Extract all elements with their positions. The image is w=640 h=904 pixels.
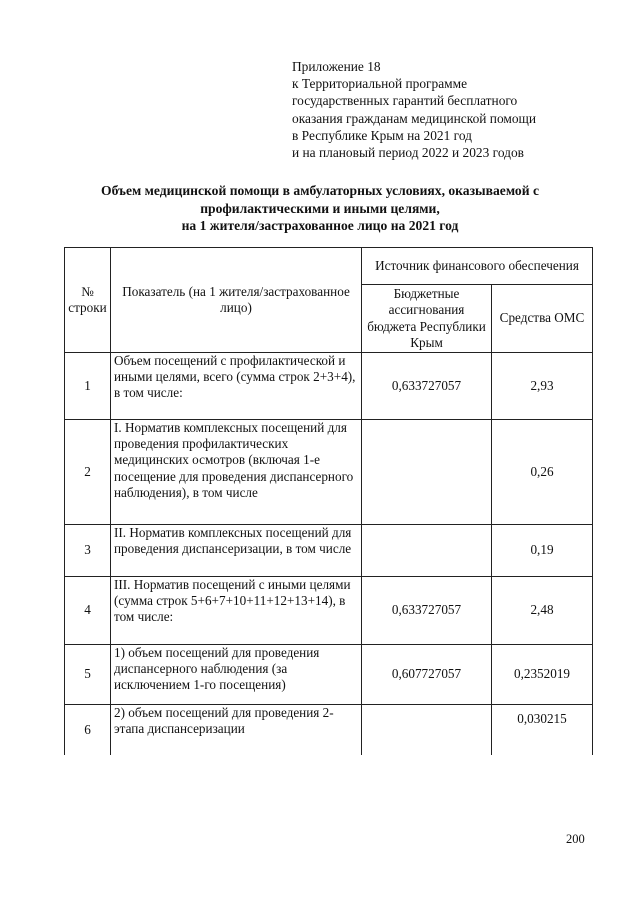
table-row (65, 577, 593, 645)
header-funding-source: Источник финансового обеспечения (362, 248, 593, 285)
table-row (65, 353, 593, 420)
row-indicator: 2) объем посещений для проведения 2-этапа диспансеризации (111, 705, 362, 755)
row-oms-value: 0,030215 (492, 705, 593, 755)
row-budget-value: 0,633727057 (362, 353, 492, 420)
title-line: на 1 жителя/застрахованное лицо на 2021 год (181, 218, 459, 233)
annex-line: к Территориальной программе (292, 76, 468, 92)
row-oms-value: 2,93 (492, 353, 593, 420)
row-indicator: II. Норматив комплексных посещений для проведения диспансеризации, в том числе (111, 525, 362, 577)
row-oms-value: 0,26 (492, 420, 593, 525)
row-oms-value: 2,48 (492, 577, 593, 645)
table-row (65, 705, 593, 755)
row-indicator: Объем посещений с профилактической и иными целями, всего (сумма строк 2+3+4), в том числе: (111, 353, 362, 420)
row-budget-value: 0,633727057 (362, 577, 492, 645)
title-line: Объем медицинской помощи в амбулаторных условиях, оказываемой с (101, 183, 539, 198)
annex-line: Приложение 18 (292, 59, 381, 74)
header-oms: Средства ОМС (492, 285, 593, 353)
header-indicator: Показатель (на 1 жителя/застрахованное лицо) (111, 248, 362, 353)
row-indicator: III. Норматив посещений с иными целями (сумма строк 5+6+7+10+11+12+13+14), в том числе: (111, 577, 362, 645)
row-oms-value: 0,2352019 (492, 645, 593, 705)
row-budget-value (362, 420, 492, 525)
header-row-no: № строки (65, 248, 111, 353)
volume-table (64, 247, 593, 755)
row-number: 1 (65, 353, 111, 420)
annex-header (292, 58, 592, 161)
row-budget-value (362, 705, 492, 755)
annex-line: и на плановый период 2022 и 2023 годов (292, 145, 524, 161)
row-number: 5 (65, 645, 111, 705)
row-number: 2 (65, 420, 111, 525)
annex-line: в Республике Крым на 2021 год (292, 127, 472, 143)
title-line: профилактическими и иными целями, (200, 200, 440, 216)
table-row (65, 525, 593, 577)
row-budget-value: 0,607727057 (362, 645, 492, 705)
row-number: 6 (65, 705, 111, 755)
row-oms-value: 0,19 (492, 525, 593, 577)
annex-line: государственных гарантий бесплатного (292, 93, 518, 109)
row-number: 3 (65, 525, 111, 577)
row-number: 4 (65, 577, 111, 645)
header-budget: Бюджетные ассигнования бюджета Республики Крым (362, 285, 492, 353)
table-row (65, 645, 593, 705)
row-indicator: I. Норматив комплексных посещений для проведения профилактических медицинских осмотров (включая 1-е посещение для проведения диспансерного наблюдения), в том числе (111, 420, 362, 525)
row-indicator: 1) объем посещений для проведения диспансерного наблюдения (за исключением 1-го посещения) (111, 645, 362, 705)
page-number: 200 (566, 832, 585, 846)
annex-line: оказания гражданам медицинской помощи (292, 110, 537, 126)
row-budget-value (362, 525, 492, 577)
table-row (65, 420, 593, 525)
document-title (40, 182, 600, 235)
header-row (65, 248, 593, 285)
